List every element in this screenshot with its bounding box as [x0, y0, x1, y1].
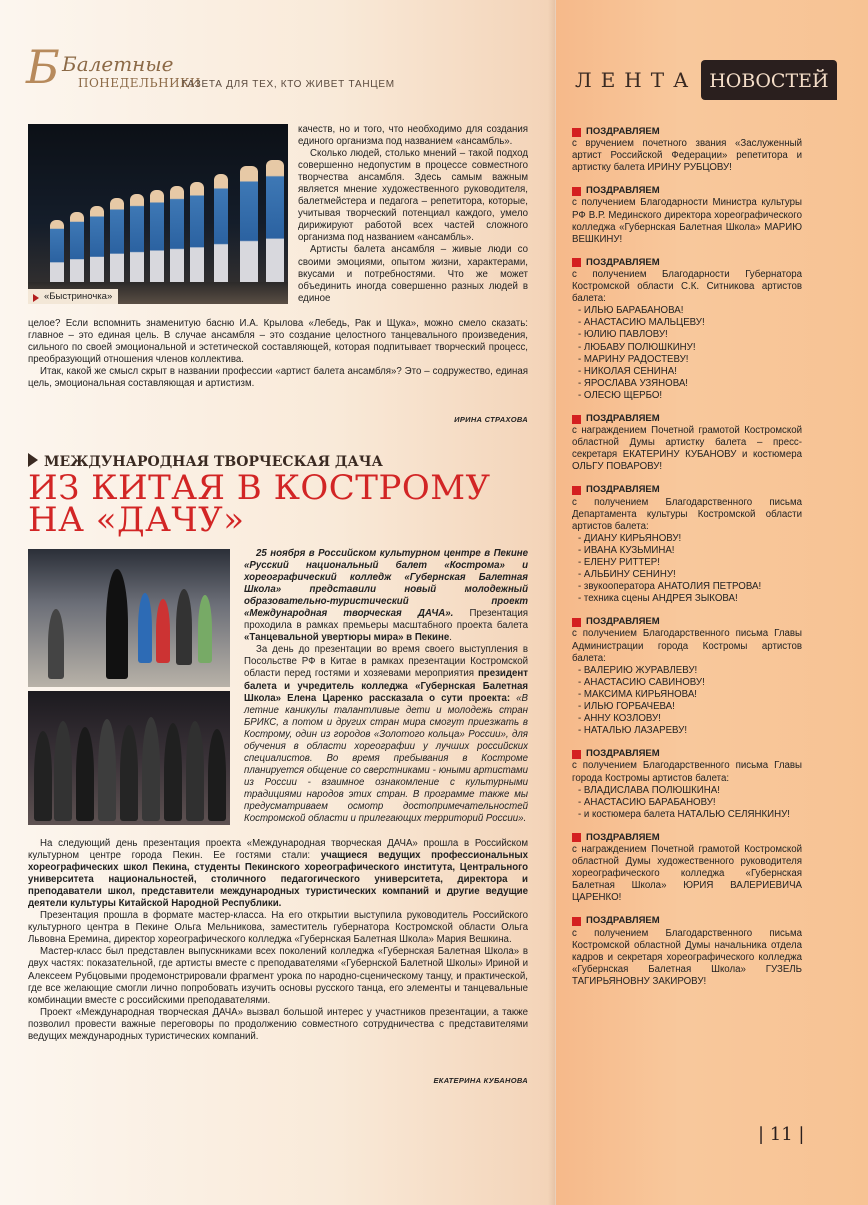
news-item [572, 413, 802, 473]
news-list-entry: - ВАЛЕРИЮ ЖУРАВЛЕВУ! [578, 664, 698, 676]
news-item-text: с награждением Почетной грамотой Костромской областной Думы артистку балета – пресс-секретаря ЕКАТЕРИНУ КУБАНОВУ и костюмера ОЛЬГУ ПОВАРОВУ! [572, 425, 802, 473]
news-list-entry: - АННУ КОЗЛОВУ! [578, 713, 661, 725]
news-item-heading: ПОЗДРАВЛЯЕМ [572, 126, 802, 138]
news-item-heading: ПОЗДРАВЛЯЕМ [572, 185, 802, 197]
news-item-heading: ПОЗДРАВЛЯЕМ [572, 413, 802, 425]
news-list-entry: - техника сцены АНДРЕЯ ЗЫКОВА! [578, 593, 738, 605]
news-list-entry: - ИЛЬЮ ГОРБАЧЕВА! [578, 701, 675, 713]
news-list-entry: - ИВАНА КУЗЬМИНА! [578, 544, 675, 556]
article1-full-width [28, 318, 528, 390]
news-item-list [572, 785, 802, 821]
master-class-photo [28, 549, 230, 687]
article2-p2-bold: президент балета и учредитель колледжа «Губернская Балетная Школа» Елена Царенко рассказала о сути проекта: [244, 668, 528, 704]
news-item [572, 616, 802, 737]
news-item [572, 126, 802, 174]
news-item-text: с награждением Почетной грамотой Костромской областной Думы художественного руководителя хореографического колледжа «Губернская Балетная Школа» ЮРИЯ ВАЛЕРИЕВИЧА ЦАРЕНКО! [572, 843, 802, 904]
news-list-entry: - АНАСТАСИЮ САВИНОВУ! [578, 676, 705, 688]
news-list-entry: - звукооператора АНАТОЛИЯ ПЕТРОВА! [578, 581, 762, 593]
news-list-entry: - ЮЛИЮ ПАВЛОВУ! [578, 329, 668, 341]
news-list-entry: - и костюмера балета НАТАЛЬЮ СЕЛЯНКИНУ! [578, 808, 790, 820]
article2-p3-bold: учащиеся ведущих профессиональных хореографических школ Пекина, студенты Пекинского хореографического института, Центрального университета национальностей, столичного педагогического университета, директора и преподаватели школ, представители международных туристических компаний и другие ведущие деятели культуры Китайской Народной Республики. [28, 850, 528, 910]
article2-author: ЕКАТЕРИНА КУБАНОВА [433, 1076, 528, 1085]
article2-lead: 25 ноября в Российском культурном центре в Пекине «Русский национальный балет «Кострома» и хореографический колледж «Губернская Балетная Школа» представили новый молодежный образовательно-туристический проект «Международная творческая ДАЧА». [244, 548, 528, 620]
news-item-list [572, 533, 802, 606]
section-title-part1: ЛЕНТА [575, 68, 698, 92]
news-item-list [572, 665, 802, 738]
news-item-heading: ПОЗДРАВЛЯЕМ [572, 257, 802, 269]
news-item [572, 915, 802, 988]
article2-p6: Проект «Международная творческая ДАЧА» вызвал большой интерес у участников презентации, а также позволил провести важные переговоры по продолжению совместного сотрудничества с представителями ведущих международных туристических компаний. [28, 1006, 528, 1042]
article2-p3: На следующий день презентация проекта «Международная творческая ДАЧА» прошла в Российском культурном центре города Пекин. Ее гостями стали: [28, 838, 528, 862]
news-feed [572, 126, 802, 999]
article2-full-width [28, 838, 528, 1043]
news-list-entry: - НАТАЛЬЮ ЛАЗАРЕВУ! [578, 725, 688, 737]
logo-line2: ПОНЕДЕЛЬНИКИ [78, 76, 201, 90]
article2-column: 25 ноября в Российском культурном центре в Пекине «Русский национальный балет «Кострома» и хореографический колледж «Губернская Балетная Школа» представили новый молодежный образовательно-туристический проект «Международная творческая ДАЧА». Презентация проходила в рамках премьеры масштабного проекта балета «Танцевальной увертюры мира» в Пекине. За день до презентации во время своего выступления в Посольстве РФ в Китае в рамках презентации Костромской области перед гостями и хозяевами мероприятия президент балета и учредитель колледжа «Губернская Балетная Школа» Елена Царенко рассказала о сути проекта: «В летние каникулы талантливые дети и молодежь стран БРИКС, а потом и других стран мира смогут приезжать в Кострому, один из городов «Золотого кольца» России», для обучения в области хореографии у лучших российских специалистов. Во время пребывания в Костроме планируется общение со сверстниками - юными артистами из России - взаимное ознакомление с культурными традициями народов этих стран. В программе также мы предусматриваем осмотр достопримечательностей Костромской области и прилегающих территорий России». [244, 548, 529, 825]
news-item [572, 185, 802, 245]
article1-paragraph: Сколько людей, столько мнений – такой подход совершенно недопустим в процессе совместного творчества ансамбля. Здесь самым важным является мнение художественного руководителя, балетмейстера и педагога – репетитора, которые, учитывая творческий потенциал каждого, умело дирижируют работой всех частей сложного организма под названием «ансамбль». [298, 148, 528, 244]
news-list-entry: - ЕЛЕНУ РИТТЕР! [578, 557, 660, 568]
news-list-entry: - НИКОЛАЯ СЕНИНА! [578, 365, 677, 377]
photo-caption: «Быстриночка» [28, 289, 118, 304]
headline-line1: ИЗ КИТАЯ В КОСТРОМУ [28, 468, 491, 508]
article1-paragraph: Артисты балета ансамбля – живые люди со своими эмоциями, опытом жизни, характерами, вкусами и потребностями. Что же может объединить иногда совершенно разных людей в единое [298, 244, 528, 304]
tagline: ГАЗЕТА ДЛЯ ТЕХ, КТО ЖИВЕТ ТАНЦЕМ [182, 79, 395, 90]
article1-paragraph: качеств, но и того, что необходимо для создания единого организма под названием «ансамбль». [298, 124, 528, 148]
headline-line2: НА «ДАЧУ» [28, 500, 245, 540]
article2-p4: Презентация прошла в формате мастер-класса. На его открытии выступила руководитель Российского культурного центра в Пекине Ольга Мельникова, заместитель губернатора Костромской области Ольга Львовна Еремина, директор хореографического колледжа «Губернская Балетная Школа» Мария Вешкина. [28, 910, 528, 946]
article2-lead-bold: «Танцевальной увертюры мира» в Пекине [244, 632, 450, 644]
news-item-heading: ПОЗДРАВЛЯЕМ [572, 915, 802, 927]
news-item-text: с получением Благодарности Министра культуры РФ В.Р. Мединского директора хореографического колледжа «Губернская Балетная Школа» МАРИЮ ВЕШКИНУ! [572, 197, 802, 245]
news-list-entry: - АНАСТАСИЮ МАЛЬЦЕВУ! [578, 317, 705, 329]
article2-headline [28, 468, 491, 540]
news-item-heading: ПОЗДРАВЛЯЕМ [572, 748, 802, 760]
group-photo [28, 691, 230, 825]
article2-rubric: МЕЖДУНАРОДНАЯ ТВОРЧЕСКАЯ ДАЧА [28, 453, 383, 470]
news-item-text: с получением Благодарности Губернатора Костромской области С.К. Ситникова артистов балета: [572, 268, 802, 305]
news-item-text: с получением Благодарственного письма Костромской областной Думы начальника отдела кадров и секретаря хореографического колледжа «Губернская Балетная Школа» ГУЗЕЛЬ ТАГИРЬЯНОВНУ ЗАКИРОВУ! [572, 927, 802, 987]
newspaper-logo [26, 40, 201, 104]
article2-p2: За день до презентации во время своего выступления в Посольстве РФ в Китае в рамках презентации Костромской области перед гостями и хозяевами мероприятия [244, 644, 528, 680]
logo-line1: Балетные [62, 52, 174, 76]
article2-p5: Мастер-класс был представлен выпускниками всех поколений колледжа «Губернская Балетная Школа» в двух частях: показательной, где артисты вместе с преподавателями «Губернской Балетной Школы» Ириной и Алексеем Рубцовыми продемонстрировали фрагмент урока по народно-сценическому танцу, и практической, где все желающие смогли лично попробовать изучить основы русского танца, его элементы и танцевальные комбинации вместе с российскими преподавателями. [28, 946, 528, 1006]
section-title [575, 58, 837, 102]
news-item-text: с вручением почетного звания «Заслуженный артист Российской Федерации» репетитора и артистку балета ИРИНУ РУБЦОВУ! [572, 138, 802, 174]
article1-column [298, 124, 528, 305]
news-item [572, 257, 802, 402]
page-number: | 11 | [758, 1124, 805, 1145]
section-title-part2: НОВОСТЕЙ [701, 60, 836, 100]
news-list-entry: - ОЛЕСЮ ЩЕРБО! [578, 389, 663, 401]
article1-paragraph: целое? Если вспомнить знаменитую басню И.А. Крылова «Лебедь, Рак и Щука», можно смело сказать: главное – это единая цель. В случае ансамбля – это создание целостного танцевального произведения, сильного по своей эмоциональной и эстетической составляющей, которая подпитывает творческий процесс, преобразующий отношения членов коллектива. [28, 318, 528, 366]
news-item-heading: ПОЗДРАВЛЯЕМ [572, 616, 802, 628]
news-item-text: с получением Благодарственного письма Главы Администрации города Костромы артистов балета: [572, 628, 802, 664]
article2-quote: «В летние каникулы талантливые дети и молодежь стран БРИКС, а потом и других стран мира смогут приезжать в Кострому, один из городов «Золотого кольца» России», для обучения в области хореографии у лучших российских специалистов. Во время пребывания в Костроме планируется общение со сверстниками - юными артистами из России - взаимное ознакомление с культурными традициями народов этих стран. В программе также мы предусматриваем осмотр достопримечательностей Костромской области и прилегающих территорий России». [244, 692, 528, 825]
news-item-list [572, 305, 802, 402]
news-item [572, 484, 802, 605]
news-list-entry: - ЛЮБАВУ ПОЛЮШКИНУ! [578, 341, 696, 353]
article1-author: ИРИНА СТРАХОВА [454, 415, 528, 424]
news-item-heading: ПОЗДРАВЛЯЕМ [572, 484, 802, 496]
news-item [572, 832, 802, 905]
article2-lead-tail: Презентация проходила в рамках премьеры масштабного проекта балета [244, 608, 529, 632]
news-list-entry: - АЛЬБИНУ СЕНИНУ! [578, 569, 676, 581]
news-item [572, 748, 802, 821]
news-list-entry: - АНАСТАСИЮ БАРАБАНОВУ! [578, 796, 716, 808]
news-list-entry: - ИЛЬЮ БАРАБАНОВА! [578, 305, 684, 317]
news-list-entry: - МАКСИМА КИРЬЯНОВА! [578, 688, 697, 700]
news-item-text: с получением Благодарственного письма Департамента культуры Костромской области артистов балета: [572, 496, 802, 532]
news-item-text: с получением Благодарственного письма Главы города Костромы артистов балета: [572, 760, 802, 784]
news-list-entry: - ЯРОСЛАВА УЗЯНОВА! [578, 377, 688, 389]
dance-ensemble-photo [28, 124, 288, 304]
news-list-entry: - ВЛАДИСЛАВА ПОЛЮШКИНА! [578, 784, 720, 796]
article1-paragraph: Итак, какой же смысл скрыт в названии профессии «артист балета ансамбля»? Это – содружество, единая цель, эмоциональная составляющая и артистизм. [28, 366, 528, 390]
news-item-heading: ПОЗДРАВЛЯЕМ [572, 832, 802, 844]
news-list-entry: - ДИАНУ КИРЬЯНОВУ! [578, 532, 682, 544]
logo-ornament-icon: Б [26, 40, 60, 94]
news-list-entry: - МАРИНУ РАДОСТЕВУ! [578, 353, 689, 365]
